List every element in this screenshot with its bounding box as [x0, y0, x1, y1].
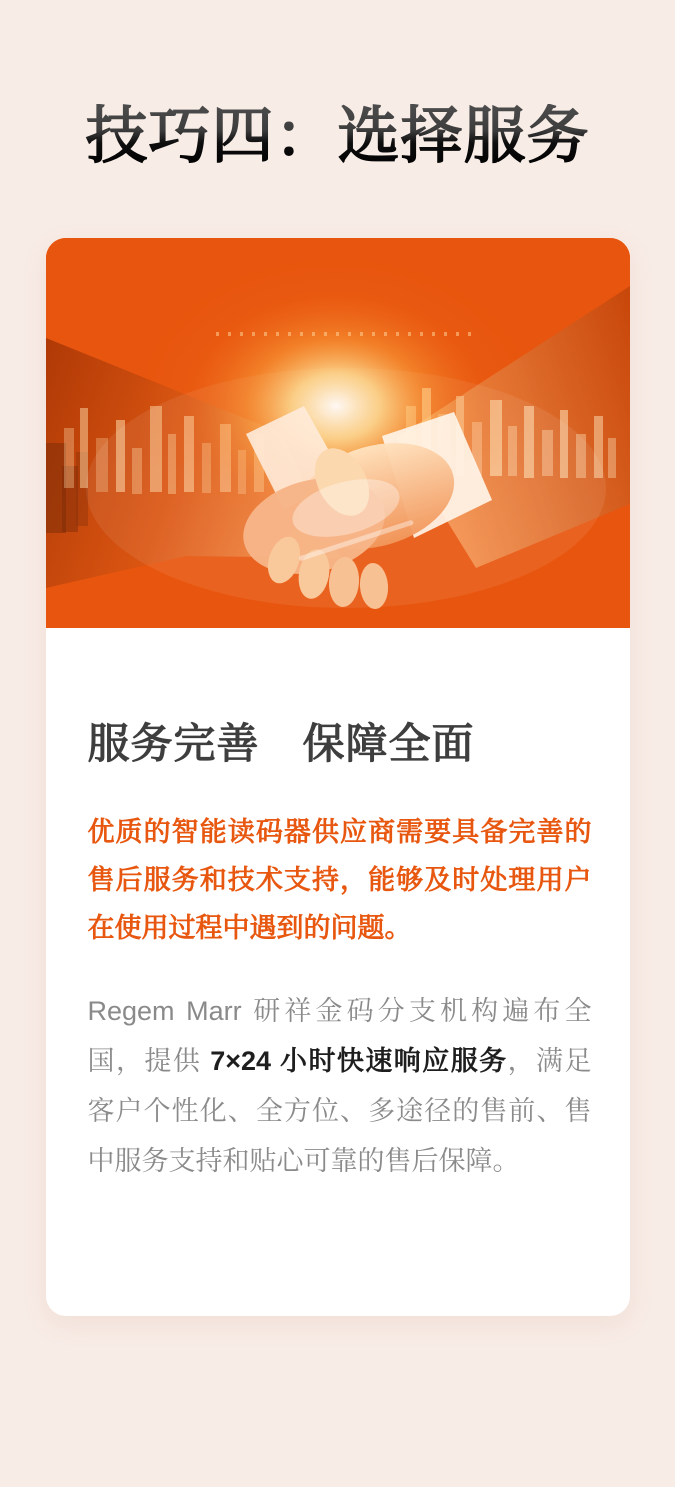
card-content [46, 628, 630, 1316]
detail-paragraph [88, 986, 592, 1186]
hero-image [46, 238, 630, 628]
section-heading: 服务完善 保障全面 [87, 720, 475, 767]
detail-text-bold-run: 7×24 小时快速响应服务 [210, 1046, 508, 1076]
detail-text-suffix: ，满足客户个性化、全方位、多途径的售前、售中服务支持和贴心可靠的售后保障。 [87, 1046, 592, 1176]
detail-text-prefix: Regem Marr 研祥金码分支机构遍布全国，提供 [87, 996, 592, 1076]
promo-page [0, 104, 675, 1487]
page-title: 技巧四：选择服务 [0, 104, 675, 169]
highlight-paragraph: 优质的智能读码器供应商需要具备完善的售后服务和技术支持，能够及时处理用户在使用过程中遇到的问题。 [87, 817, 592, 943]
handshake-cityscape-icon [46, 238, 630, 628]
content-card [46, 238, 630, 1316]
